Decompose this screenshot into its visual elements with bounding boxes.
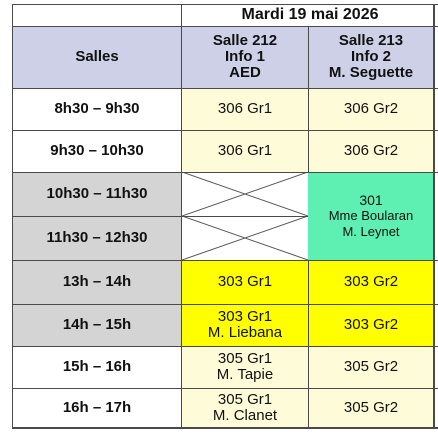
grid-line (433, 4, 435, 429)
grid-line (308, 260, 309, 429)
grid-line (12, 26, 438, 27)
room-213-0830-cell: 306 Gr2 (308, 88, 434, 130)
time-slot-1300: 13h – 14h (12, 260, 182, 304)
room-212-1400-cell: 303 Gr1 M. Liebana (182, 304, 308, 346)
time-slot-0830: 8h30 – 9h30 (54, 100, 140, 117)
room-212-0930-cell: 306 Gr1 (182, 130, 308, 172)
grid-line (308, 26, 309, 172)
date-title: Mardi 19 mai 2026 (241, 6, 379, 23)
grid-line (12, 304, 438, 305)
time-slot-1500: 15h – 16h (62, 358, 132, 375)
time-slot-1600: 16h – 17h (62, 399, 132, 416)
room-213-1500-cell: 305 Gr2 (308, 346, 434, 388)
time-slot-1030: 10h30 – 11h30 (12, 172, 182, 216)
grid-line (12, 427, 438, 429)
time-slot-1400: 14h – 15h (12, 304, 182, 346)
rooms-label: Salles (12, 26, 182, 88)
grid-line (12, 4, 438, 5)
room-212-1500-cell: 305 Gr1 M. Tapie (182, 346, 308, 388)
room-213-class: Info 2 (351, 48, 391, 65)
grid-line (12, 388, 438, 389)
time-slot-1130: 11h30 – 12h30 (12, 216, 182, 260)
grid-line (12, 88, 438, 89)
room-213-name: Salle 213 (338, 32, 404, 49)
grid-line (12, 130, 438, 131)
grid-line (12, 216, 308, 217)
grid-line (12, 260, 438, 261)
room-213-0930-cell: 306 Gr2 (308, 130, 434, 172)
room-212-header (182, 26, 308, 88)
time-slot-0930: 9h30 – 10h30 (50, 142, 144, 159)
room-213-teacher: M. Seguette (328, 64, 414, 81)
grid-line (12, 346, 438, 347)
room-212-class: Info 1 (225, 48, 265, 65)
unavailable-cross-icon (182, 216, 308, 260)
grid-line (181, 4, 182, 429)
room-213-1300-cell: 303 Gr2 (308, 260, 434, 304)
room-212-1300-cell: 303 Gr1 (182, 260, 308, 304)
room-213-1030-1230-block: 301 Mme Boularan M. Leynet (308, 172, 434, 260)
room-213-1600-cell: 305 Gr2 (308, 388, 434, 428)
unavailable-cross-icon (182, 172, 308, 216)
room-212-name: Salle 212 (212, 32, 278, 49)
room-212-0830-cell: 306 Gr1 (182, 88, 308, 130)
room-212-teacher: AED (229, 64, 261, 81)
room-212-1600-cell: 305 Gr1 M. Clanet (182, 388, 308, 428)
room-213-header (308, 26, 434, 88)
room-213-1400-cell: 303 Gr2 (308, 304, 434, 346)
grid-line (12, 4, 13, 429)
grid-line (12, 172, 438, 173)
